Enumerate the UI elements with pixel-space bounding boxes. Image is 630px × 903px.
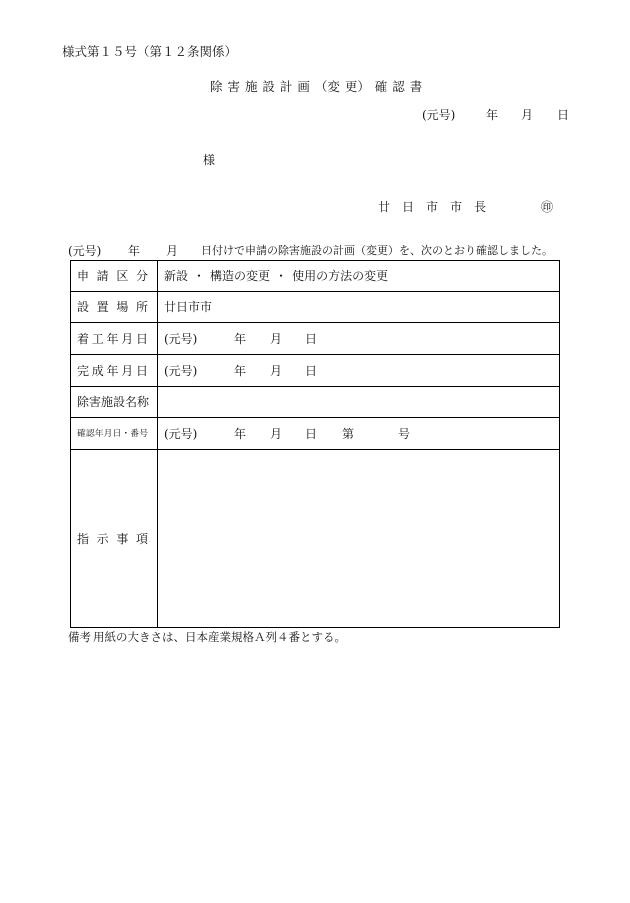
completion-date-year: 年 bbox=[234, 363, 247, 378]
instructions-label: 指 示 事 項 bbox=[77, 531, 148, 546]
document-title: 除 害 施 設 計 画 （変 更） 確 認 書 bbox=[210, 79, 423, 94]
issue-date-month: 月 bbox=[521, 108, 534, 122]
row-label-cell bbox=[71, 292, 158, 322]
row-label-cell bbox=[71, 387, 158, 417]
row-label-cell bbox=[71, 261, 158, 291]
facility-name-label: 除害施設名称 bbox=[77, 395, 150, 409]
instructions-value bbox=[158, 450, 559, 627]
confirmation-label: 確認年月日・番号 bbox=[77, 428, 148, 439]
start-date-value bbox=[158, 323, 559, 354]
seal-mark: ㊞ bbox=[541, 200, 554, 214]
confirmation-table bbox=[70, 260, 560, 628]
option-new: 新設 bbox=[164, 269, 189, 283]
start-date-label: 着工年月日 bbox=[77, 331, 148, 346]
completion-date-day: 日 bbox=[305, 363, 318, 378]
statement-year: 年 bbox=[128, 244, 141, 258]
facility-name-value bbox=[158, 387, 559, 417]
confirmation-number-suffix: 号 bbox=[398, 426, 411, 441]
table-row-application-type bbox=[71, 261, 559, 292]
table-row-completion-date bbox=[71, 355, 559, 387]
table-row-instructions bbox=[71, 450, 559, 627]
location-label: 設 置 場 所 bbox=[77, 300, 148, 314]
location-value-cell bbox=[158, 292, 559, 322]
confirmation-value bbox=[158, 418, 559, 449]
confirmation-number-prefix: 第 bbox=[342, 426, 355, 441]
issue-date-year: 年 bbox=[486, 108, 499, 122]
table-row-confirmation bbox=[71, 418, 559, 450]
completion-date-month: 月 bbox=[270, 363, 283, 378]
confirmation-day: 日 bbox=[305, 426, 318, 441]
start-date-era: (元号) bbox=[164, 331, 198, 346]
confirmation-era: (元号) bbox=[164, 426, 198, 441]
confirmation-month: 月 bbox=[270, 426, 283, 441]
note-label: 備考 bbox=[68, 630, 91, 644]
option-usage-change: 使用の方法の変更 bbox=[292, 269, 389, 283]
start-date-year: 年 bbox=[234, 331, 247, 346]
issue-date-era: (元号) bbox=[422, 108, 456, 122]
row-label-cell bbox=[71, 355, 158, 386]
completion-date-era: (元号) bbox=[164, 363, 198, 378]
location-value: 廿日市市 bbox=[164, 300, 213, 314]
row-label-cell bbox=[71, 323, 158, 354]
statement-month: 月 bbox=[166, 244, 179, 258]
issue-date-day: 日 bbox=[557, 108, 570, 122]
row-label-cell bbox=[71, 418, 158, 449]
note-text: 用紙の大きさは、日本産業規格Ａ列４番とする。 bbox=[93, 630, 346, 644]
completion-date-value bbox=[158, 355, 559, 386]
form-number: 様式第１５号（第１２条関係） bbox=[62, 44, 238, 59]
table-row-location bbox=[71, 292, 559, 323]
table-row-start-date bbox=[71, 323, 559, 355]
application-type-value bbox=[158, 261, 559, 291]
statement-era: (元号) bbox=[68, 244, 102, 258]
option-separator: ・ bbox=[275, 269, 288, 283]
row-label-cell bbox=[71, 450, 158, 627]
issuer-name: 廿 日 市 市 長 bbox=[378, 200, 487, 214]
start-date-month: 月 bbox=[270, 331, 283, 346]
table-row-facility-name bbox=[71, 387, 559, 418]
option-separator: ・ bbox=[193, 269, 206, 283]
confirmation-year: 年 bbox=[234, 426, 247, 441]
statement-text: 日付けで申請の除害施設の計画（変更）を、次のとおり確認しました。 bbox=[201, 244, 553, 257]
start-date-day: 日 bbox=[305, 331, 318, 346]
application-type-label: 申 請 区 分 bbox=[77, 269, 148, 283]
addressee-honorific: 様 bbox=[203, 153, 216, 167]
completion-date-label: 完成年月日 bbox=[77, 363, 148, 378]
option-structure-change: 構造の変更 bbox=[210, 269, 271, 283]
